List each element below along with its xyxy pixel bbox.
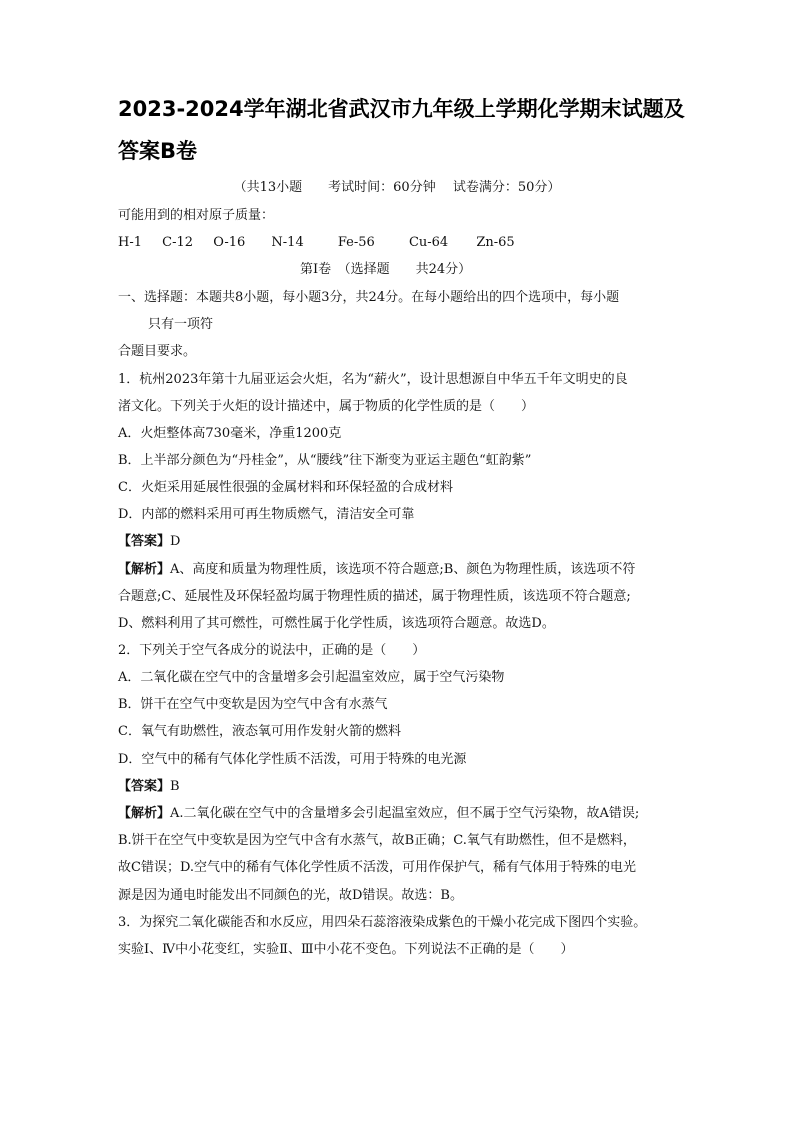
question-1-analysis-3: D、燃料利用了其可燃性，可燃性属于化学性质，该选项符合题意。故选D。 — [118, 616, 555, 631]
question-2-analysis-2: B.饼干在空气中变软是因为空气中含有水蒸气，故B正确；C.氧气有助燃性，但不是燃料， — [118, 833, 636, 848]
instructions-line-3: 合题目要求。 — [118, 344, 197, 359]
question-2-stem: 2．下列关于空气各成分的说法中，正确的是（ ） — [118, 643, 426, 658]
question-1-option-d: D．内部的燃料采用可再生物质燃气，清洁安全可靠 — [118, 507, 415, 522]
question-3-stem-1: 3．为探究二氧化碳能否和水反应，用四朵石蕊溶液染成紫色的干燥小花完成下图四个实验。 — [118, 915, 647, 930]
question-1-analysis-2: 合题意;C、延展性及环保轻盈均属于物理性质的描述，属于物理性质，该选项不符合题意; — [118, 589, 631, 604]
section-title: 第Ⅰ卷 （选择题 共24分） — [300, 262, 472, 277]
question-2-analysis-3: 故C错误；D.空气中的稀有气体化学性质不活泼，可用作保护气，稀有气体用于特殊的电光 — [118, 860, 637, 875]
analysis-text: A、高度和质量为物理性质，该选项不符合题意;B、颜色为物理性质，该选项不符 — [170, 562, 636, 577]
question-1-stem-1: 1．杭州2023年第十九届亚运会火炬，名为“薪火”，设计思想源自中华五千年文明史的良 — [118, 372, 628, 387]
answer-value: B — [170, 779, 180, 794]
exam-info: （共13小题 考试时间：60分钟 试卷满分：50分） — [233, 180, 561, 195]
question-2-option-a: A．二氧化碳在空气中的含量增多会引起温室效应，属于空气污染物 — [118, 670, 505, 685]
atomic-mass-item: Cu-64 — [408, 235, 449, 250]
question-1-answer — [118, 532, 180, 552]
atomic-mass-label: 可能用到的相对原子质量： — [118, 208, 275, 223]
instructions-line-1: 一、选择题：本题共8小题，每小题3分，共24分。在每小题给出的四个选项中，每小题 — [118, 290, 620, 305]
analysis-label: 【解析】 — [118, 806, 171, 821]
atomic-mass-item: Zn-65 — [476, 235, 515, 250]
question-2-analysis-4: 源是因为通电时能发出不同颜色的光，故D错误。故选：B。 — [118, 888, 463, 903]
document-title-line-1: 2023-2024学年湖北省武汉市九年级上学期化学期末试题及 — [118, 97, 685, 121]
atomic-mass-list — [118, 233, 531, 253]
document-title-line-2: 答案B卷 — [118, 139, 198, 163]
question-2-answer — [118, 777, 180, 797]
question-1-stem-2: 渚文化。下列关于火炬的设计描述中，属于物质的化学性质的是（ ） — [118, 399, 535, 414]
answer-value: D — [170, 534, 181, 549]
answer-label: 【答案】 — [118, 779, 171, 794]
analysis-label: 【解析】 — [118, 562, 171, 577]
atomic-mass-item: O-16 — [213, 235, 246, 250]
analysis-text: A.二氧化碳在空气中的含量增多会引起温室效应，但不属于空气污染物，故A错误; — [170, 806, 640, 821]
question-1-analysis-1 — [118, 560, 635, 580]
question-1-option-c: C．火炬采用延展性很强的金属材料和环保轻盈的合成材料 — [118, 480, 453, 495]
question-1-option-b: B．上半部分颜色为“丹桂金”，从“腰线”往下渐变为亚运主题色“虹韵紫” — [118, 453, 532, 468]
atomic-mass-item: N-14 — [271, 235, 304, 250]
atomic-mass-item: Fe-56 — [337, 235, 375, 250]
question-2-analysis-1 — [118, 804, 639, 824]
question-1-option-a: A．火炬整体高730毫米，净重1200克 — [118, 426, 342, 441]
instructions-line-2: 只有一项符 — [148, 317, 214, 332]
atomic-mass-item: H-1 — [118, 235, 143, 250]
question-2-option-d: D．空气中的稀有气体化学性质不活泼，可用于特殊的电光源 — [118, 752, 467, 767]
answer-label: 【答案】 — [118, 534, 171, 549]
question-2-option-c: C．氧气有助燃性，液态氧可用作发射火箭的燃料 — [118, 724, 401, 739]
atomic-mass-item: C-12 — [162, 235, 194, 250]
question-3-stem-2: 实验Ⅰ、Ⅳ中小花变红，实验Ⅱ、Ⅲ中小花不变色。下列说法不正确的是（ ） — [118, 942, 574, 957]
question-2-option-b: B．饼干在空气中变软是因为空气中含有水蒸气 — [118, 697, 388, 712]
